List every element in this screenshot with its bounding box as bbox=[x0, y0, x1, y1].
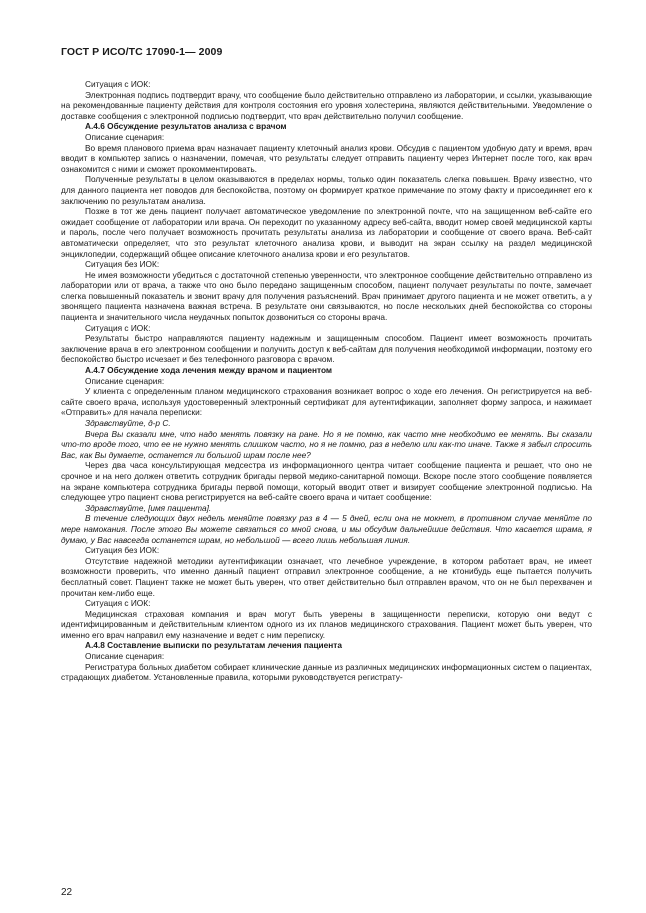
quoted-line: Здравствуйте, [имя пациента]. bbox=[85, 502, 212, 513]
scenario-label: Ситуация без ИОК: bbox=[85, 259, 160, 270]
quoted-paragraph: Вчера Вы сказали мне, что надо менять повязку на ране. Но я не помню, как часто мне необходимо ее менять. Вы сказали что-то вроде того, что ее не нужно менять слишком часто, но я не помню, раз в неделю или как-то иначе. Также я забыл спросить Вас, как Вы думаете, останется ли большой шрам после нее? bbox=[61, 428, 592, 460]
paragraph: Через два часа консультирующая медсестра из информационного центра читает сообщение пациента и решает, что оно не срочное и на него должен ответить сотрудник бригады первой медико-санитарной помощи. Вскоре после этого сообщение появляется на экране компьютера сотрудника бригады первой помощи, который вводит ответ и визирует сообщение электронной подписью. На следующее утро пациент снова регистрируется на веб-сайте своего врача и читает сообщение: bbox=[61, 460, 592, 503]
paragraph: Результаты быстро направляются пациенту надежным и защищенным способом. Пациент имеет возможность прочитать заключение врача в его электронном сообщении и получить доступ к веб-сайтам для получения необходимой информации, поэтому его беспокойство быстро исчезает и без телефонного разговора с врачом. bbox=[61, 333, 592, 365]
section-heading: А.4.6 Обсуждение результатов анализа с врачом bbox=[85, 121, 287, 132]
paragraph: Полученные результаты в целом оказываются в пределах нормы, только один показатель слегка повышен. Врачу известно, что для данного пациента нет поводов для беспокойства, поэтому он формирует краткое примечание по этому факту и присоединяет его к заключению по результатам анализа. bbox=[61, 174, 592, 206]
section-heading: А.4.8 Составление выписки по результатам лечения пациента bbox=[85, 640, 342, 651]
scenario-label: Ситуация с ИОК: bbox=[85, 598, 151, 609]
scenario-label: Ситуация с ИОК: bbox=[85, 79, 151, 89]
document-body bbox=[61, 79, 592, 683]
paragraph: Позже в тот же день пациент получает автоматическое уведомление по электронной почте, что на защищенном веб-сайте его ожидает сообщение от лаборатории или врача. Он переходит по указанному адресу веб-сайта, вводит номер своей медицинской карты и пароль, после чего получает возможность прочитать результаты анализа из лаборатории и сообщение от своего врача. Веб-сайт автоматически определяет, что это результат клеточного анализа крови, и выводит на экран ссылку на раздел медицинской энциклопедии, содержащий общее описание клеточного анализа крови и его результатов. bbox=[61, 206, 592, 259]
scenario-label: Описание сценария: bbox=[85, 651, 165, 662]
paragraph: Регистратура больных диабетом собирает клинические данные из различных медицинских информационных систем о пациентах, страдающих диабетом. Установленные правила, которыми руководствуется регистрату- bbox=[61, 661, 592, 683]
page-number: 22 bbox=[61, 887, 73, 898]
quoted-line: Здравствуйте, д-р С. bbox=[85, 418, 171, 428]
paragraph: Во время планового приема врач назначает пациенту клеточный анализ крови. Обсудив с пациентом удобную дату и время, врач вводит в компьютер запись о назначении, помечая, что результаты следует отправить пациенту через Интернет после того, как врач ознакомится с ними и сможет прокомментировать. bbox=[61, 142, 592, 174]
quoted-paragraph: В течение следующих двух недель меняйте повязку раз в 4 — 5 дней, если она не мокнет, в противном случае меняйте по мере намокания. После этого Вы можете связаться со мной снова, и мы обсудим дальнейшие действия. Что касается шрама, я думаю, у Вас навсегда останется шрам, но небольшой — всего лишь небольшая линия. bbox=[61, 513, 592, 545]
scenario-label: Описание сценария: bbox=[85, 131, 165, 142]
section-heading: А.4.7 Обсуждение хода лечения между врачом и пациентом bbox=[85, 365, 333, 376]
scenario-label: Описание сценария: bbox=[85, 375, 165, 386]
scenario-label: Ситуация с ИОК: bbox=[85, 322, 151, 333]
paragraph: Отсутствие надежной методики аутентификации означает, что лечебное учреждение, в котором работает врач, не имеет возможности проверить, что именно данный пациент отправил электронное сообщение, а не ктонибудь еще пытается получить бесплатный совет. Пациент также не может быть уверен, что ответ действительно был отправлен врачом, что он не был перехвачен и прочитан кем-либо еще. bbox=[61, 555, 592, 598]
paragraph: Не имея возможности убедиться с достаточной степенью уверенности, что электронное сообщение действительно отправлено из лаборатории или от врача, а также что оно было передано защищенным способом, пациент получает результаты по почте, замечает слегка повышенный показатель и звонит врачу для получения разъяснений. Врач принимает другого пациента и не может ответить, а у звонящего пациента назначена важная встреча. В результате они связываются, но после нескольких дней беспокойства со стороны пациента и значительного числа неудачных попыток дозвониться со стороны врача. bbox=[61, 269, 592, 323]
scenario-label: Ситуация без ИОК: bbox=[85, 545, 160, 556]
paragraph: Электронная подпись подтвердит врачу, что сообщение было действительно отправлено из лаборатории, и ссылки, указывающие на рекомендованные пациенту действия для контроля состояния его уровня холестерина, являются действительными. Уведомление о доставке сообщения с электронной подписью подтвердит, что врач действительно получил сообщение. bbox=[61, 89, 592, 121]
document-header: ГОСТ Р ИСО/ТС 17090-1— 2009 bbox=[61, 46, 223, 58]
paragraph: У клиента с определенным планом медицинского страхования возникает вопрос о ходе его лечения. Он регистрируется на веб-сайте своего врача, используя удостоверенный электронный сертификат для аутентификации, заполняет форму запроса, и нажимает «Отправить» для начала переписки: bbox=[61, 386, 592, 418]
paragraph: Медицинская страховая компания и врач могут быть уверены в защищенности переписки, которую они ведут с идентифицированным и действительным клиентом одного из их планов медицинского страхования. Пациент может быть уверен, что именно его врач направил ему назначение и ведет с ним переписку. bbox=[61, 608, 592, 640]
